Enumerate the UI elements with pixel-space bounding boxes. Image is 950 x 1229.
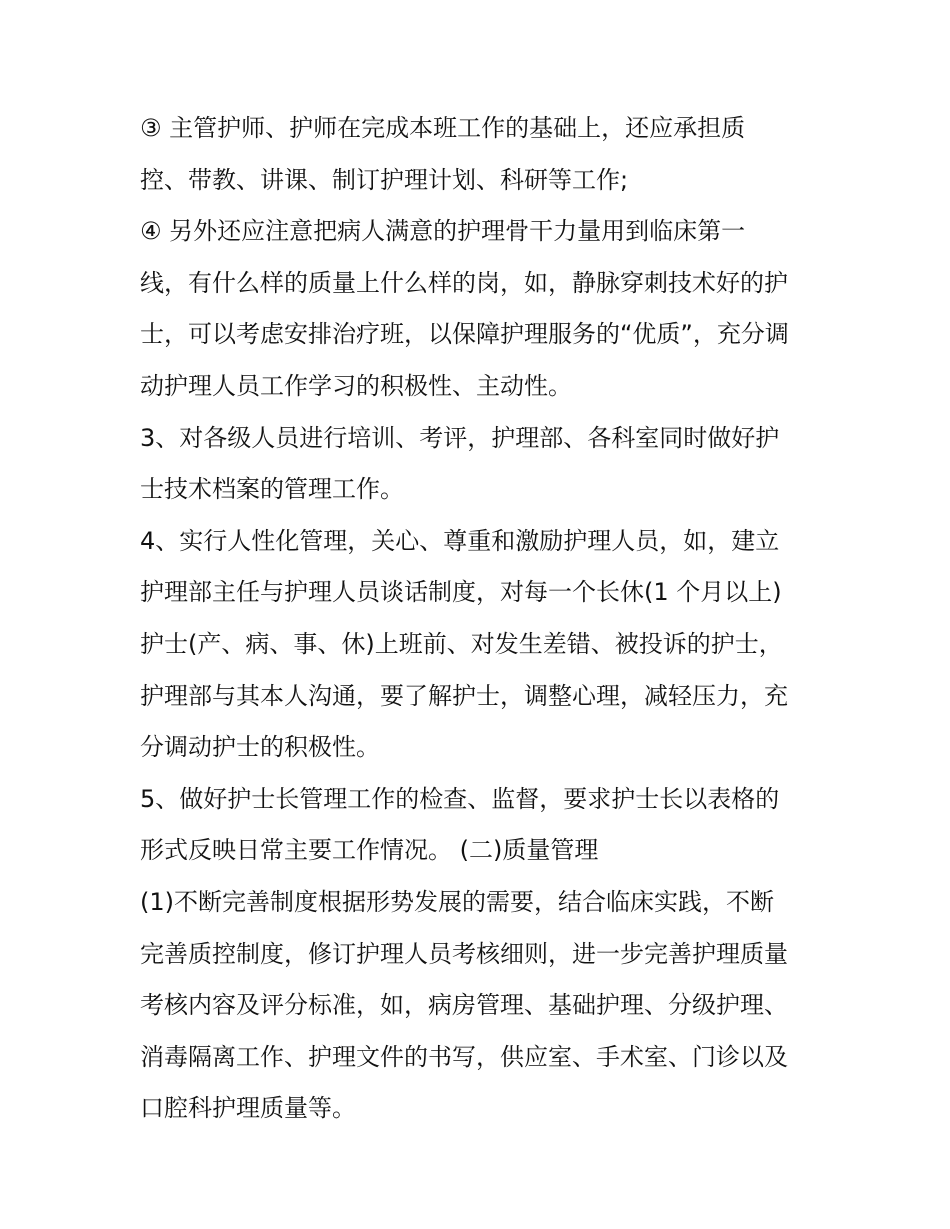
text-line: 完善质控制度，修订护理人员考核细则，进一步完善护理质量 (140, 939, 788, 968)
text-line: 护理部主任与护理人员谈话制度，对每一个长休(1 个月以上) (140, 578, 782, 607)
text-line: ③ 主管护师、护师在完成本班工作的基础上，还应承担质 (140, 114, 746, 142)
text-line: 护士(产、病、事、休)上班前、对发生差错、被投诉的护士， (140, 629, 783, 658)
text-line: 4、实行人性化管理，关心、尊重和激励护理人员，如，建立 (140, 526, 780, 555)
text-line: 口腔科护理质量等。 (140, 1094, 356, 1123)
text-line: 5、做好护士长管理工作的检查、监督，要求护士长以表格的 (140, 784, 780, 813)
text-line: 线，有什么样的质量上什么样的岗，如，静脉穿刺技术好的护 (140, 268, 788, 297)
text-line: 形式反映日常主要工作情况。 (二)质量管理 (140, 836, 599, 865)
text-line: 士，可以考虑安排治疗班，以保障护理服务的“优质”，充分调 (140, 320, 789, 349)
text-line: 3、对各级人员进行培训、考评，护理部、各科室同时做好护 (140, 423, 780, 452)
text-line: 士技术档案的管理工作。 (140, 475, 404, 504)
text-line: 控、带教、讲课、制订护理计划、科研等工作; (140, 165, 629, 194)
text-line: 护理部与其本人沟通，要了解护士，调整心理，减轻压力，充 (140, 681, 788, 710)
text-line: 消毒隔离工作、护理文件的书写，供应室、手术室、门诊以及 (140, 1042, 788, 1071)
text-line: (1)不断完善制度根据形势发展的需要，结合临床实践，不断 (140, 887, 774, 916)
text-line: 分调动护士的积极性。 (140, 733, 380, 762)
text-line: ④ 另外还应注意把病人满意的护理骨干力量用到临床第一 (140, 217, 746, 246)
body-text (140, 103, 820, 1135)
text-line: 动护理人员工作学习的积极性、主动性。 (140, 371, 572, 400)
text-line: 考核内容及评分标准，如，病房管理、基础护理、分级护理、 (140, 991, 788, 1020)
